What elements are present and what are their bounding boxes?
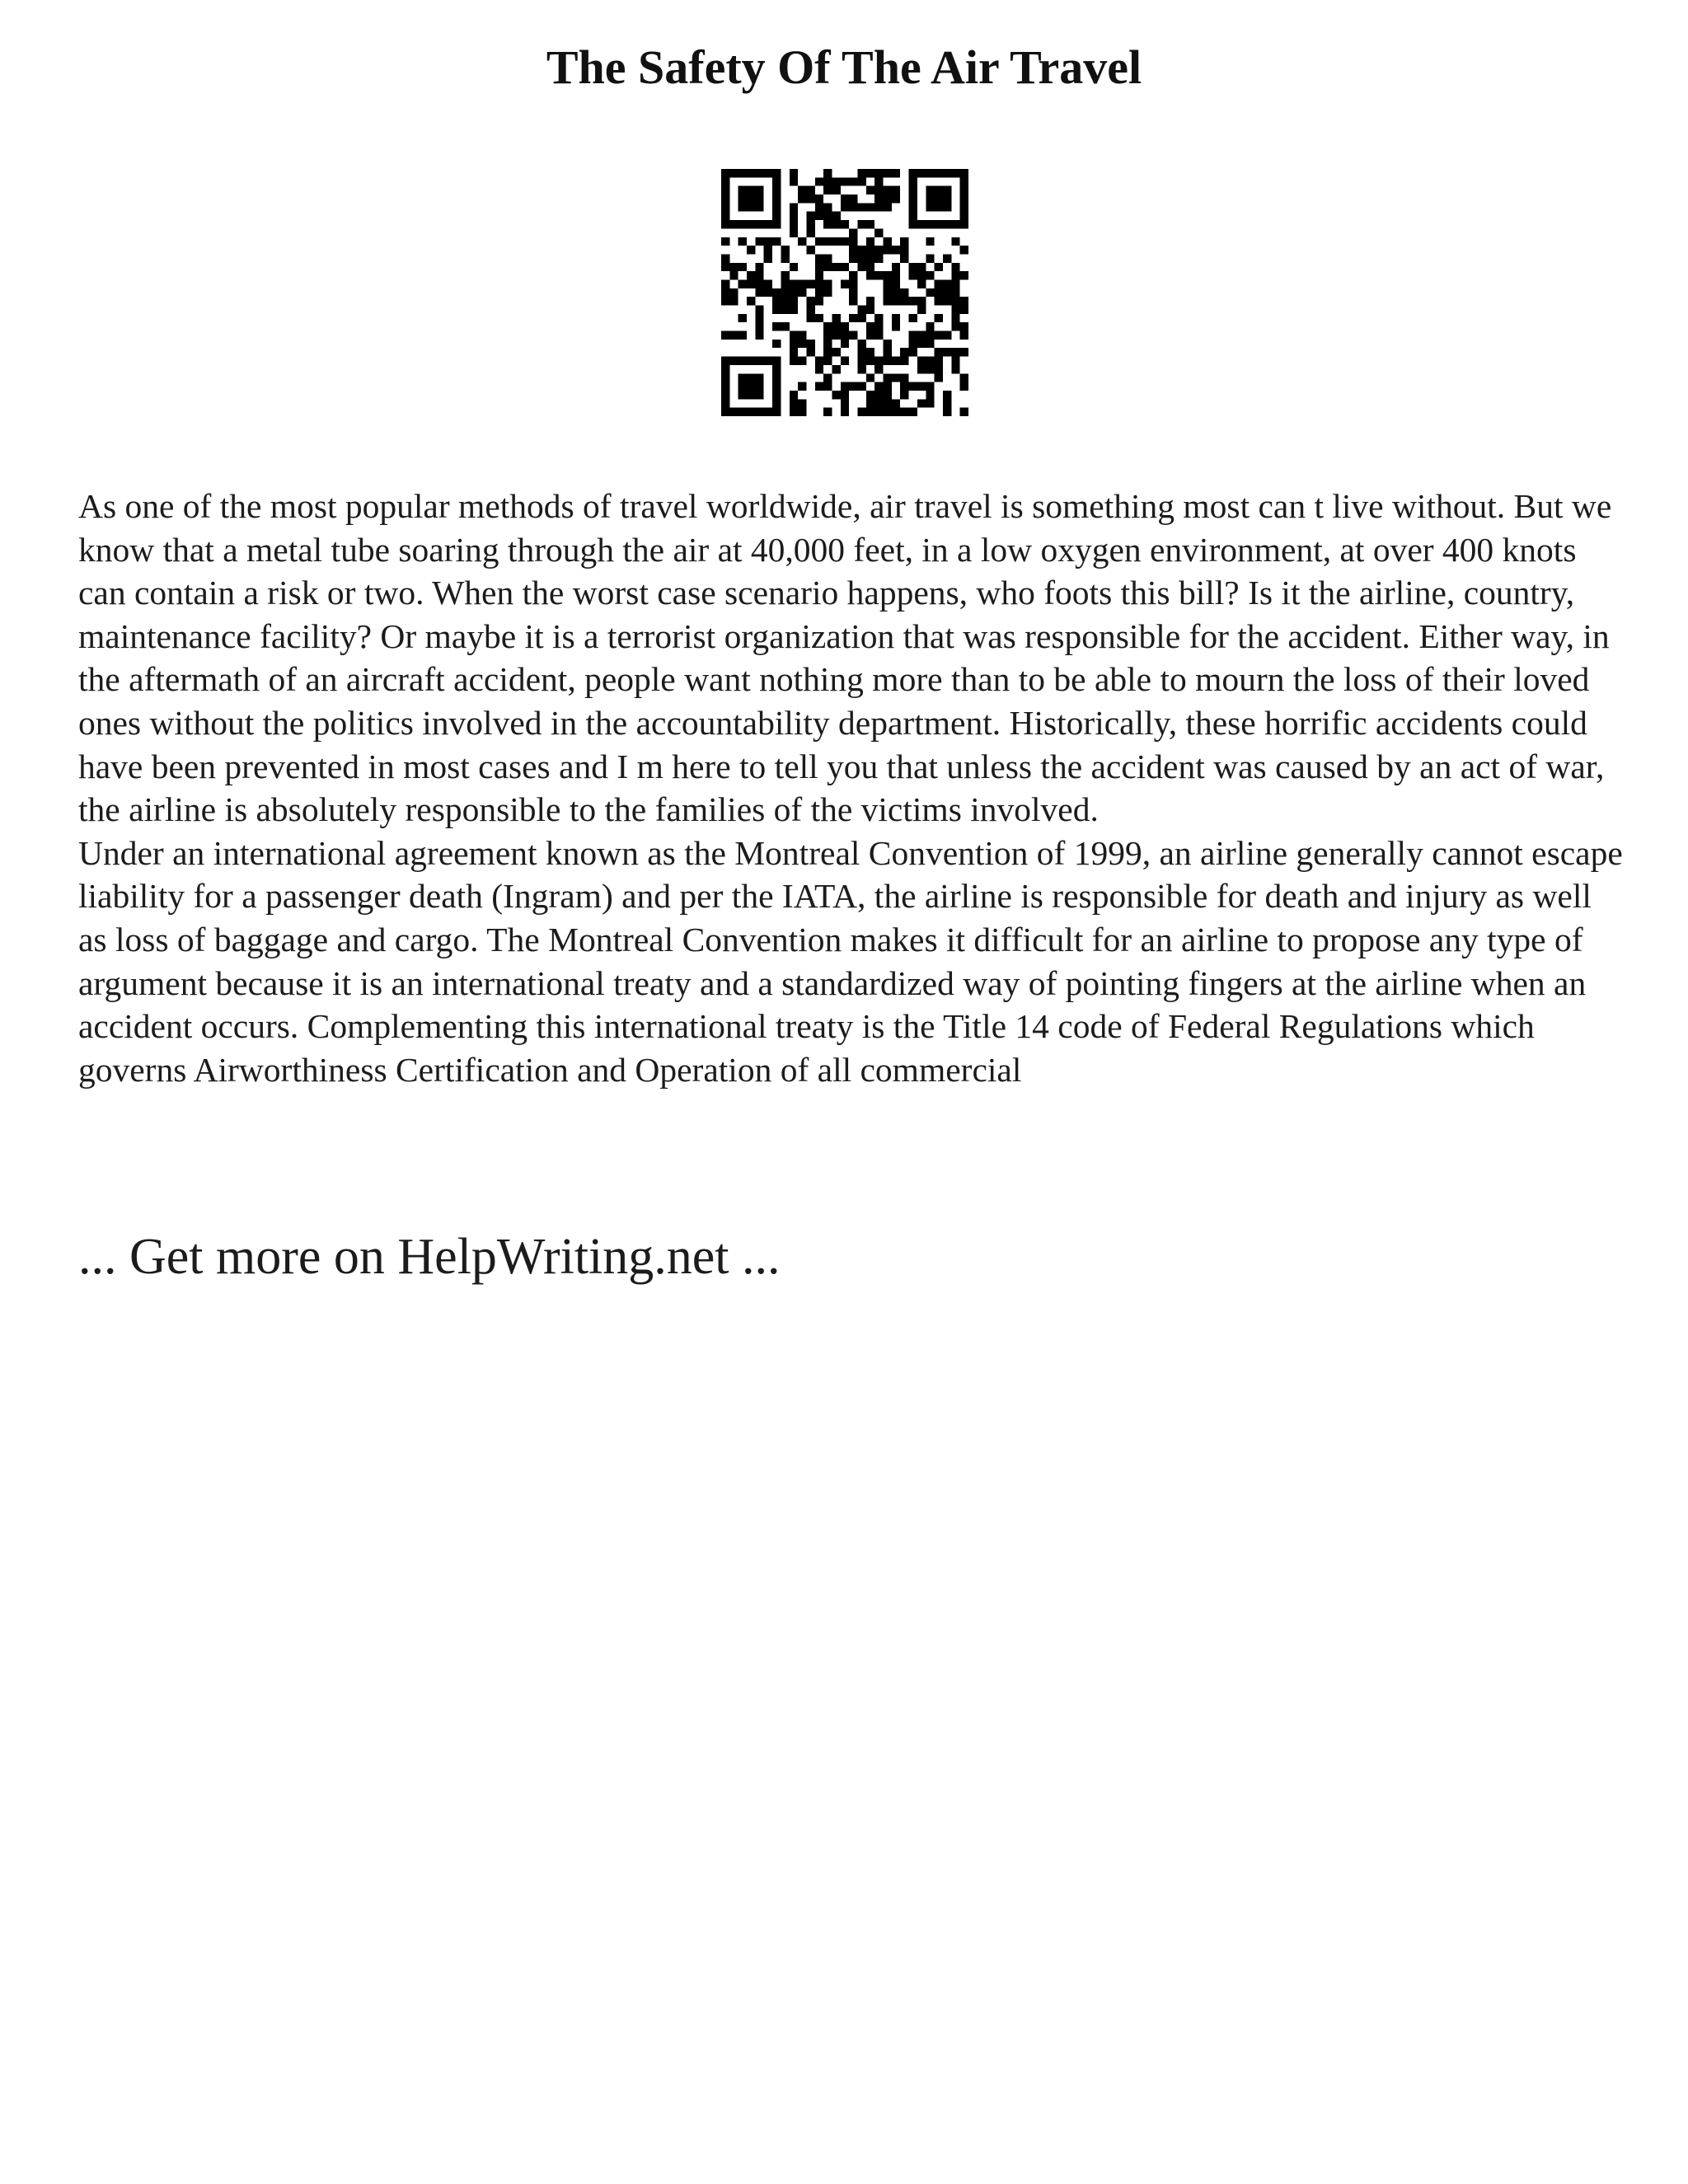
- paragraph-2: Under an international agreement known as the Montreal Convention of 1999, an airline generally cannot escape liability for a passenger death (Ingram) and per the IATA, the airline is responsible for death and injury as well as loss of baggage and cargo. The Montreal Convention makes it difficult for an airline to propose any type of argument because it is an international treaty and a standardized way of pointing fingers at the airline when an accident occurs. Complementing this international treaty is the Title 14 code of Federal Regulations which governs Airworthiness Certification and Operation of all commercial: [78, 833, 1623, 1089]
- document-title: The Safety Of The Air Travel: [546, 40, 1142, 94]
- document-body: [78, 485, 1628, 1091]
- get-more-link[interactable]: ... Get more on HelpWriting.net ...: [78, 1229, 781, 1285]
- qr-code-icon: [721, 169, 968, 416]
- paragraph-1: As one of the most popular methods of travel worldwide, air travel is something most can t live without. But we know that a metal tube soaring through the air at 40,000 feet, in a low oxygen environment, at over 400 knots can contain a risk or two. When the worst case scenario happens, who foots this bill? Is it the airline, country, maintenance facility? Or maybe it is a terrorist organization that was responsible for the accident. Either way, in the aftermath of an aircraft accident, people want nothing more than to be able to mourn the loss of their loved ones without the politics involved in the accountability department. Historically, these horrific accidents could have been prevented in most cases and I m here to tell you that unless the accident was caused by an act of war, the airline is absolutely responsible to the families of the victims involved.: [78, 487, 1612, 829]
